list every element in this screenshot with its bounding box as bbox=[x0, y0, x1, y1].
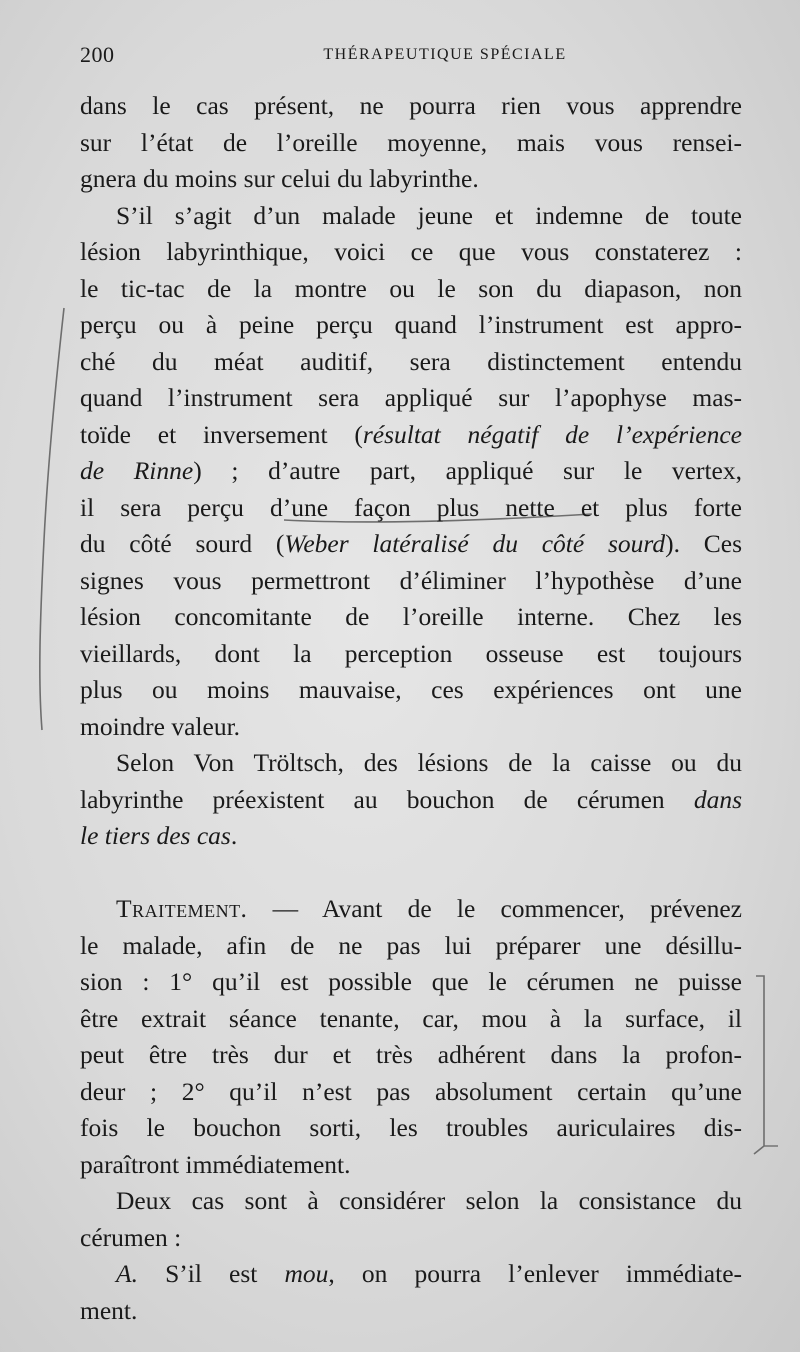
text-line: dans le cas présent, ne pourra rien vous apprendre bbox=[80, 91, 742, 120]
italic-text: dans bbox=[693, 784, 742, 814]
text-line: il sera perçu d’une façon plus nette et plus forte bbox=[80, 492, 742, 522]
text-line: lésion concomitante de l’oreille interne. Chez les bbox=[80, 602, 742, 631]
text-line: de Rinne) ; d’autre part, appliqué sur le vertex, bbox=[80, 456, 742, 485]
text-line: fois le bouchon sorti, les troubles auriculaires dis- bbox=[80, 1113, 742, 1142]
text-line: Deux cas sont à considérer selon la consistance du bbox=[116, 1186, 742, 1215]
text-line: le tiers des cas. bbox=[80, 821, 238, 850]
text-line: gnera du moins sur celui du labyrinthe. bbox=[80, 164, 479, 193]
pencil-bracket-right bbox=[748, 970, 784, 1160]
text-line: vieillards, dont la perception osseuse est toujours bbox=[80, 638, 742, 668]
text-line: signes vous permettront d’éliminer l’hypothèse d’une bbox=[80, 565, 742, 595]
text-line: S’il s’agit d’un malade jeune et indemne de toute bbox=[116, 200, 742, 230]
text-line: du côté sourd (Weber latéralisé du côté sourd). Ces bbox=[80, 529, 742, 558]
italic-text: de Rinne bbox=[80, 456, 194, 485]
text-line: ment. bbox=[80, 1295, 138, 1325]
text-line: ché du méat auditif, sera distinctement entendu bbox=[80, 346, 742, 376]
text-line: A. S’il est mou, on pourra l’enlever immédiate- bbox=[116, 1259, 742, 1288]
text-line: Selon Von Tröltsch, des lésions de la caisse ou du bbox=[116, 748, 742, 777]
text-line: labyrinthe préexistent au bouchon de cérumen dans bbox=[80, 784, 742, 814]
section-heading: Traitement. bbox=[116, 894, 248, 923]
italic-text: mou bbox=[284, 1259, 329, 1288]
page-header bbox=[80, 40, 750, 72]
text-line: peut être très dur et très adhérent dans la profon- bbox=[80, 1040, 742, 1069]
text-line: le tic-tac de la montre ou le son du diapason, non bbox=[80, 273, 742, 303]
pencil-margin-line-left bbox=[30, 300, 70, 740]
italic-text: le tiers des cas bbox=[80, 821, 231, 850]
text-line: Traitement. — Avant de le commencer, prévenez bbox=[116, 894, 742, 923]
text-line: cérumen : bbox=[80, 1222, 182, 1252]
text-line: le malade, afin de ne pas lui préparer une désillu- bbox=[80, 930, 742, 960]
text-line: moindre valeur. bbox=[80, 711, 241, 741]
text-line: quand l’instrument sera appliqué sur l’apophyse mas- bbox=[80, 383, 742, 412]
text-line: sur l’état de l’oreille moyenne, mais vous rensei- bbox=[80, 127, 742, 157]
text-line: paraîtront immédiatement. bbox=[80, 1149, 351, 1179]
running-title: THÉRAPEUTIQUE SPÉCIALE bbox=[323, 46, 567, 63]
text-line: toïde et inversement (résultat négatif de l’expérience bbox=[80, 419, 742, 449]
text-line: lésion labyrinthique, voici ce que vous constaterez : bbox=[80, 237, 742, 266]
text-line: être extrait séance tenante, car, mou à la surface, il bbox=[80, 1003, 742, 1033]
body-text bbox=[80, 88, 742, 1329]
page-number: 200 bbox=[80, 42, 115, 67]
italic-text: A. bbox=[116, 1259, 138, 1288]
text-line: deur ; 2° qu’il n’est pas absolument certain qu’une bbox=[80, 1076, 742, 1106]
text-line: perçu ou à peine perçu quand l’instrument est appro- bbox=[80, 310, 742, 339]
paragraph-gap bbox=[80, 855, 742, 892]
italic-text: Weber latéralisé du côté sourd bbox=[284, 529, 666, 558]
italic-text: résultat négatif de l’expérience bbox=[362, 419, 742, 449]
text-line: plus ou moins mauvaise, ces expériences ont une bbox=[80, 675, 742, 704]
text-line: sion : 1° qu’il est possible que le cérumen ne puisse bbox=[80, 967, 742, 996]
